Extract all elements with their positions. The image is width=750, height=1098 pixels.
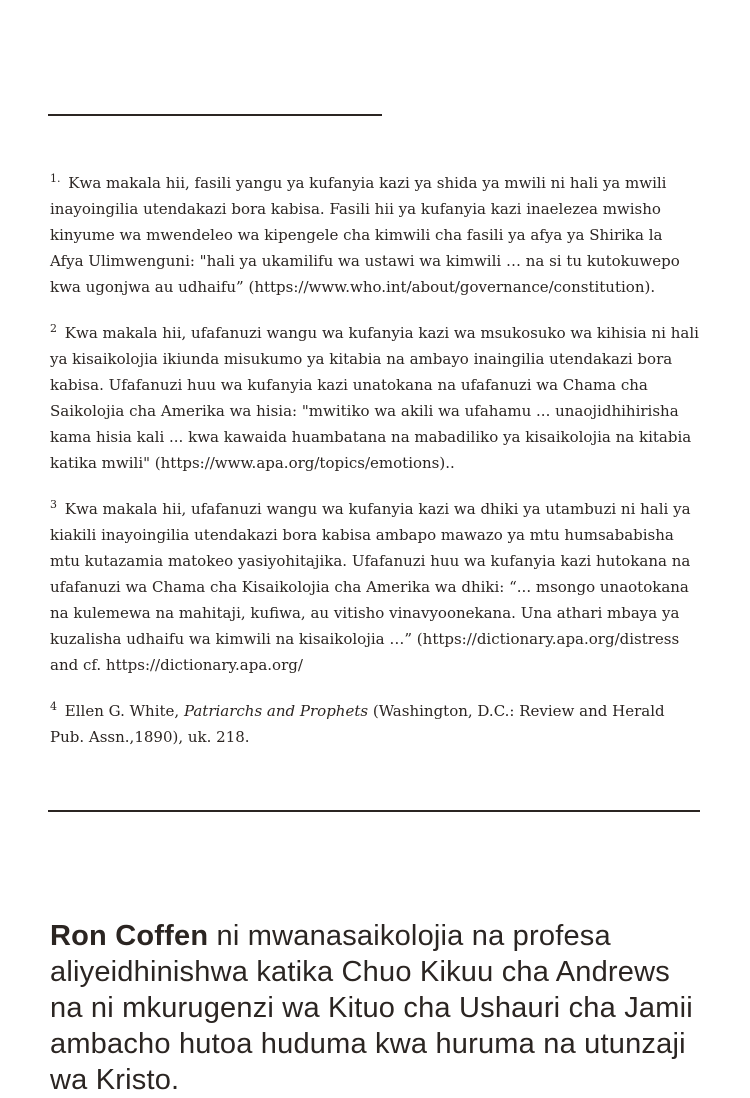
author-name: Ron Coffen [50,920,209,952]
footnote-marker: 1. [50,172,61,185]
footnote-text: Kwa makala hii, ufafanuzi wangu wa kufanyia kazi wa msukosuko wa kihisia ni hali ya kisaikolojia ikiunda misukumo ya kitabia na ambayo inaingilia utendakazi bora kabisa. Ufafanuzi huu wa kufanyia kazi unatokana na ufafanuzi wa Chama cha Saikolojia cha Amerika wa hisia: "mwitiko wa akili wa ufahamu ... unaojidhihirisha kama hisia kali ... kwa kawaida huambatana na mabadiliko ya kisaikolojia na kitabia katika mwili" (https://www.apa.org/topics/emotions).. [50,324,699,472]
footnote-text-before: Ellen G. White, [64,702,184,720]
author-description: ni mwanasaikolojia na profesa aliyeidhinishwa katika Chuo Kikuu cha Andrews na ni mkurugenzi wa Kituo cha Ushauri cha Jamii ambacho hutoa huduma kwa huruma na utunzaji wa Kristo. [50,920,693,1096]
footnote-marker: 3 [50,498,57,511]
footnote-text-after: (Washington, D.C.: Review and Herald Pub. Assn.,1890), uk. 218. [50,702,665,746]
top-divider [48,114,382,116]
footnote-marker: 4 [50,700,57,713]
footnotes [50,170,700,770]
footnote-2 [50,320,700,476]
footnote-4 [50,698,700,750]
bottom-divider [48,810,700,812]
author-bio [50,918,710,1098]
footnote-text: Kwa makala hii, ufafanuzi wangu wa kufanyia kazi wa dhiki ya utambuzi ni hali ya kiakili inayoingilia utendakazi bora kabisa ambapo mawazo ya mtu humsababisha mtu kutazamia matokeo yasiyohitajika. Ufafanuzi huu wa kufanyia kazi hutokana na ufafanuzi wa Chama cha Kisaikolojia cha Amerika wa dhiki: “... msongo unaotokana na kulemewa na mahitaji, kufiwa, au vitisho vinavyoonekana. Una athari mbaya ya kuzalisha udhaifu wa kimwili na kisaikolojia …” (https://dictionary.apa.org/distress and cf. https://dictionary.apa.org/ [50,500,691,674]
book-title: Patriarchs and Prophets [183,702,369,720]
footnote-3 [50,496,700,678]
footnote-text: Kwa makala hii, fasili yangu ya kufanyia kazi ya shida ya mwili ni hali ya mwili inayoingilia utendakazi bora kabisa. Fasili hii ya kufanyia kazi inaelezea mwisho kinyume wa mwendeleo wa kipengele cha kimwili cha fasili ya afya ya Shirika la Afya Ulimwenguni: "hali ya ukamilifu wa ustawi wa kimwili … na si tu kutokuwepo kwa ugonjwa au udhaifu” (https://www.who.int/about/governance/constitution). [50,174,680,296]
footnote-1 [50,170,700,300]
footnote-marker: 2 [50,322,57,335]
